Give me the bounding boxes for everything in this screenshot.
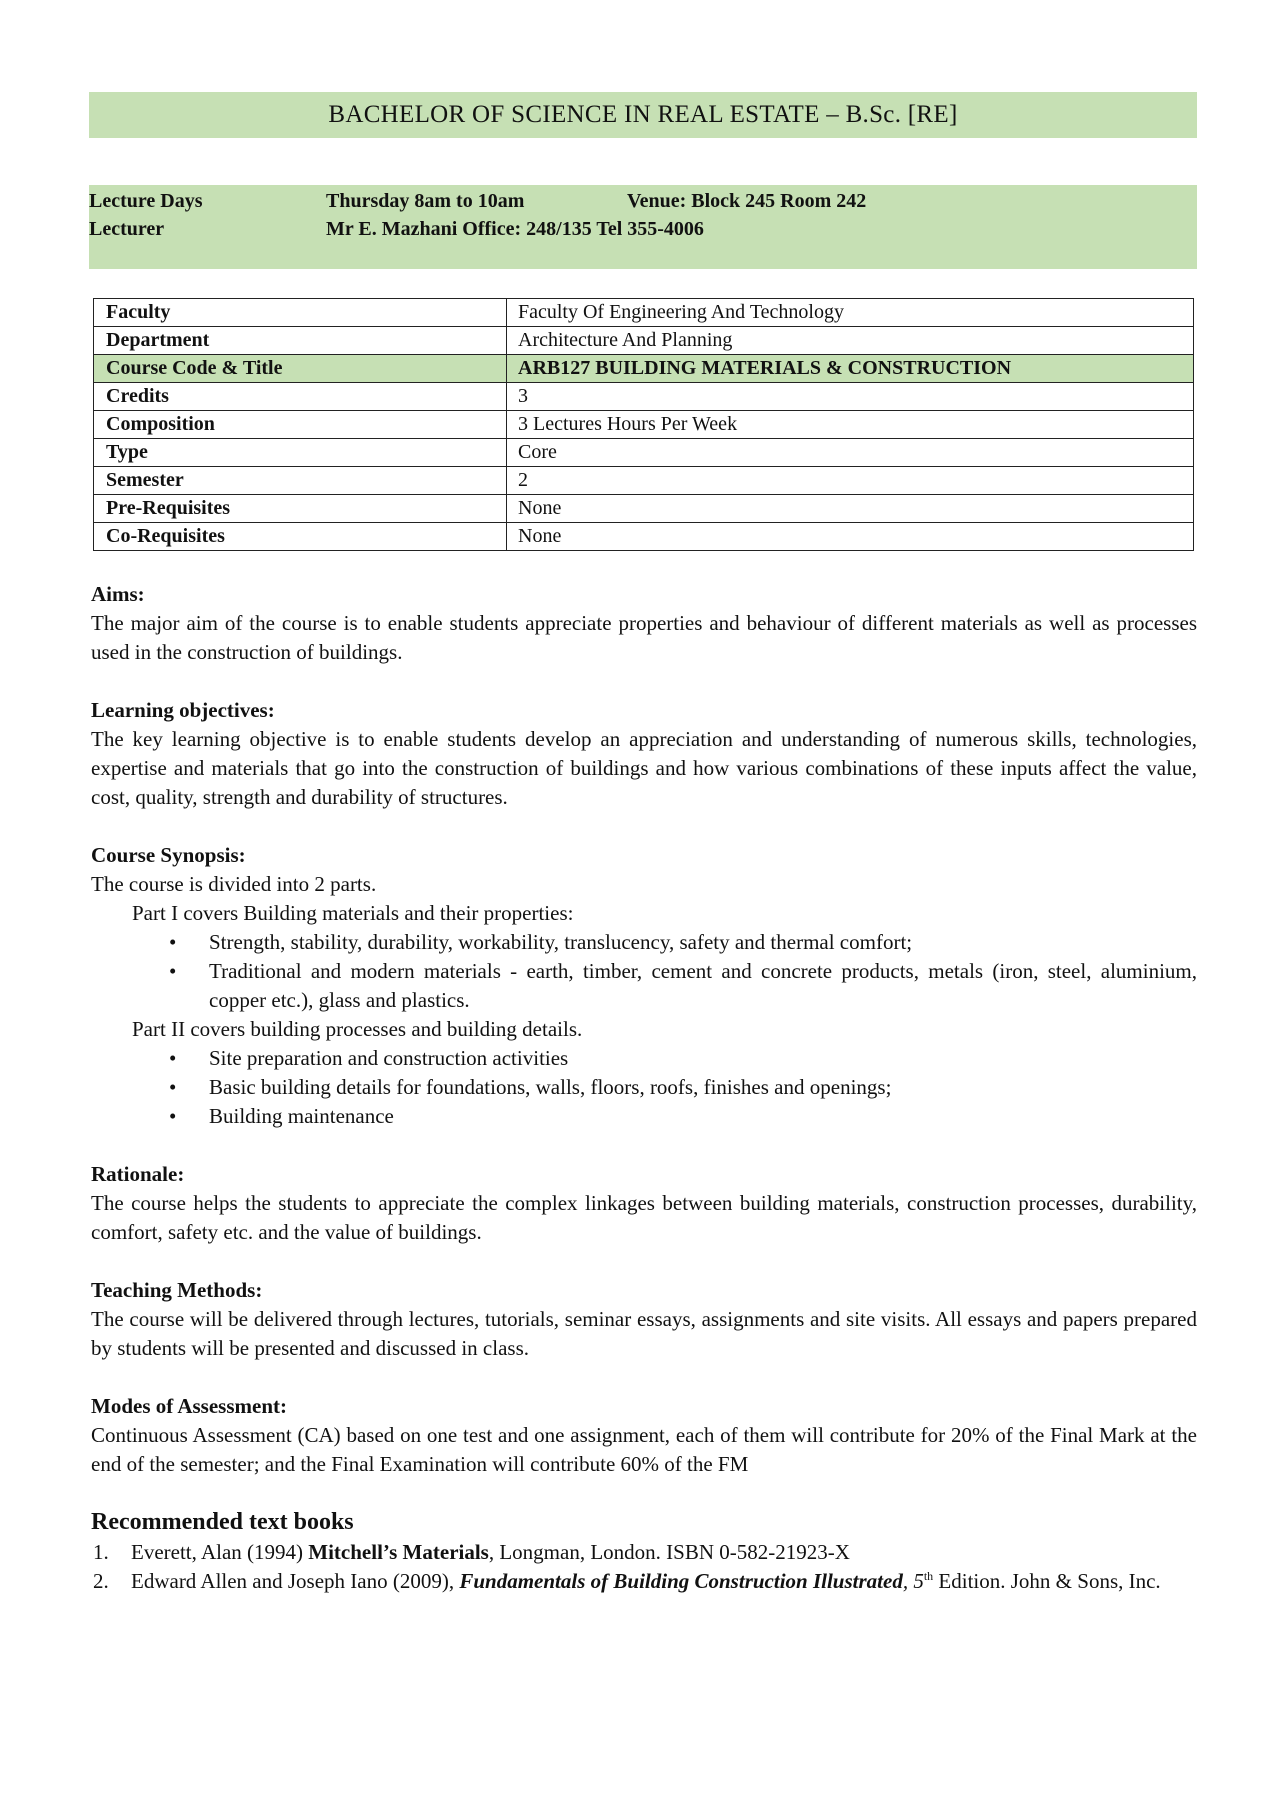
row-value: Architecture And Planning [507,327,1194,355]
books-heading: Recommended text books [91,1509,354,1535]
book-title: Mitchell’s Materials [308,1540,489,1564]
synopsis-part1: Part I covers Building materials and their properties: [132,901,574,925]
assessment-section [89,1392,1197,1479]
aims-text: The major aim of the course is to enable students appreciate properties and behaviour of different materials as well as processes used in the construction of buildings. [91,611,1197,664]
row-key: Credits [94,383,507,411]
row-value: None [507,523,1194,551]
syllabus-page [89,92,1197,1596]
book-edition-sup: th [923,1569,934,1583]
row-key: Co-Requisites [94,523,507,551]
row-key: Composition [94,411,507,439]
program-banner [89,92,1197,138]
list-item: • Site preparation and construction activities [209,1044,1197,1073]
lecture-days-value: Thursday 8am to 10am [326,190,525,212]
venue-value: Venue: Block 245 Room 242 [627,190,867,212]
row-value: 3 [507,383,1194,411]
rationale-text: The course helps the students to appreciate the complex linkages between building materials, construction processes, durability, comfort, safety etc. and the value of buildings. [91,1191,1197,1244]
row-value: 3 Lectures Hours Per Week [507,411,1194,439]
book-publisher: , Longman, London. ISBN 0-582-21923-X [488,1540,850,1564]
book-author: Everett, Alan (1994) [131,1540,309,1564]
objectives-heading: Learning objectives: [91,698,275,722]
lecture-days-label: Lecture Days [89,190,203,212]
teaching-text: The course will be delivered through lectures, tutorials, seminar essays, assignments and site visits. All essays and papers prepared by students will be presented and discussed in class. [91,1307,1197,1360]
lecturer-row [89,215,1197,243]
lecture-info-box [89,185,1197,269]
list-item [93,1538,1197,1567]
synopsis-intro: The course is divided into 2 parts. [91,872,377,896]
row-value: ARB127 BUILDING MATERIALS & CONSTRUCTION [507,355,1194,383]
book-number: 2. [93,1569,109,1593]
list-item: • Building maintenance [209,1102,1197,1131]
lecturer-label: Lecturer [89,218,165,240]
aims-section [89,580,1197,667]
aims-heading: Aims: [91,582,145,606]
book-number: 1. [93,1540,109,1564]
part2-list [91,1044,1197,1131]
objectives-section [89,696,1197,812]
table-row [94,523,1194,551]
course-details-table [93,298,1194,551]
objectives-text: The key learning objective is to enable students develop an appreciation and understanding of numerous skills, technologies, expertise and materials that go into the construction of buildings and how various combinations of these inputs affect the value, cost, quality, strength and durability of structures. [91,727,1197,809]
table-row [94,327,1194,355]
book-publisher: Edition. John & Sons, Inc. [933,1569,1161,1593]
list-item [93,1567,1197,1596]
table-row [94,299,1194,327]
table-row [94,411,1194,439]
table-row-highlighted [94,355,1194,383]
row-key: Department [94,327,507,355]
table-row [94,467,1194,495]
synopsis-section [89,841,1197,1131]
row-value: Core [507,439,1194,467]
table-row [94,383,1194,411]
row-key: Pre-Requisites [94,495,507,523]
row-value: Faculty Of Engineering And Technology [507,299,1194,327]
lecturer-value: Mr E. Mazhani Office: 248/135 Tel 355-4006 [326,218,704,240]
list-item: • Basic building details for foundations, walls, floors, roofs, finishes and openings; [209,1073,1197,1102]
books-section [89,1506,1197,1596]
rationale-heading: Rationale: [91,1162,185,1186]
assessment-heading: Modes of Assessment: [91,1394,287,1418]
assessment-text: Continuous Assessment (CA) based on one test and one assignment, each of them will contribute for 20% of the Final Mark at the end of the semester; and the Final Examination will contribute 60% of the FM [91,1423,1197,1476]
row-value: None [507,495,1194,523]
synopsis-part2: Part II covers building processes and building details. [132,1017,583,1041]
book-title: Fundamentals of Building Construction Illustrated [459,1569,903,1593]
teaching-heading: Teaching Methods: [91,1278,263,1302]
synopsis-heading: Course Synopsis: [91,843,246,867]
row-key: Faculty [94,299,507,327]
row-key: Semester [94,467,507,495]
row-key: Type [94,439,507,467]
row-value: 2 [507,467,1194,495]
teaching-section [89,1276,1197,1363]
rationale-section [89,1160,1197,1247]
list-item: • Strength, stability, durability, workability, translucency, safety and thermal comfort; [209,928,1197,957]
table-row [94,495,1194,523]
table-row [94,439,1194,467]
row-key: Course Code & Title [94,355,507,383]
list-item: • Traditional and modern materials - earth, timber, cement and concrete products, metals (iron, steel, aluminium, copper etc.), glass and plastics. [209,957,1197,1015]
program-title: BACHELOR OF SCIENCE IN REAL ESTATE – B.Sc. [RE] [328,101,958,128]
book-edition-prefix: , 5 [902,1569,924,1593]
lecture-days-row [89,187,1197,215]
books-list [91,1538,1197,1596]
part1-list [91,928,1197,1015]
book-author: Edward Allen and Joseph Iano (2009), [131,1569,460,1593]
